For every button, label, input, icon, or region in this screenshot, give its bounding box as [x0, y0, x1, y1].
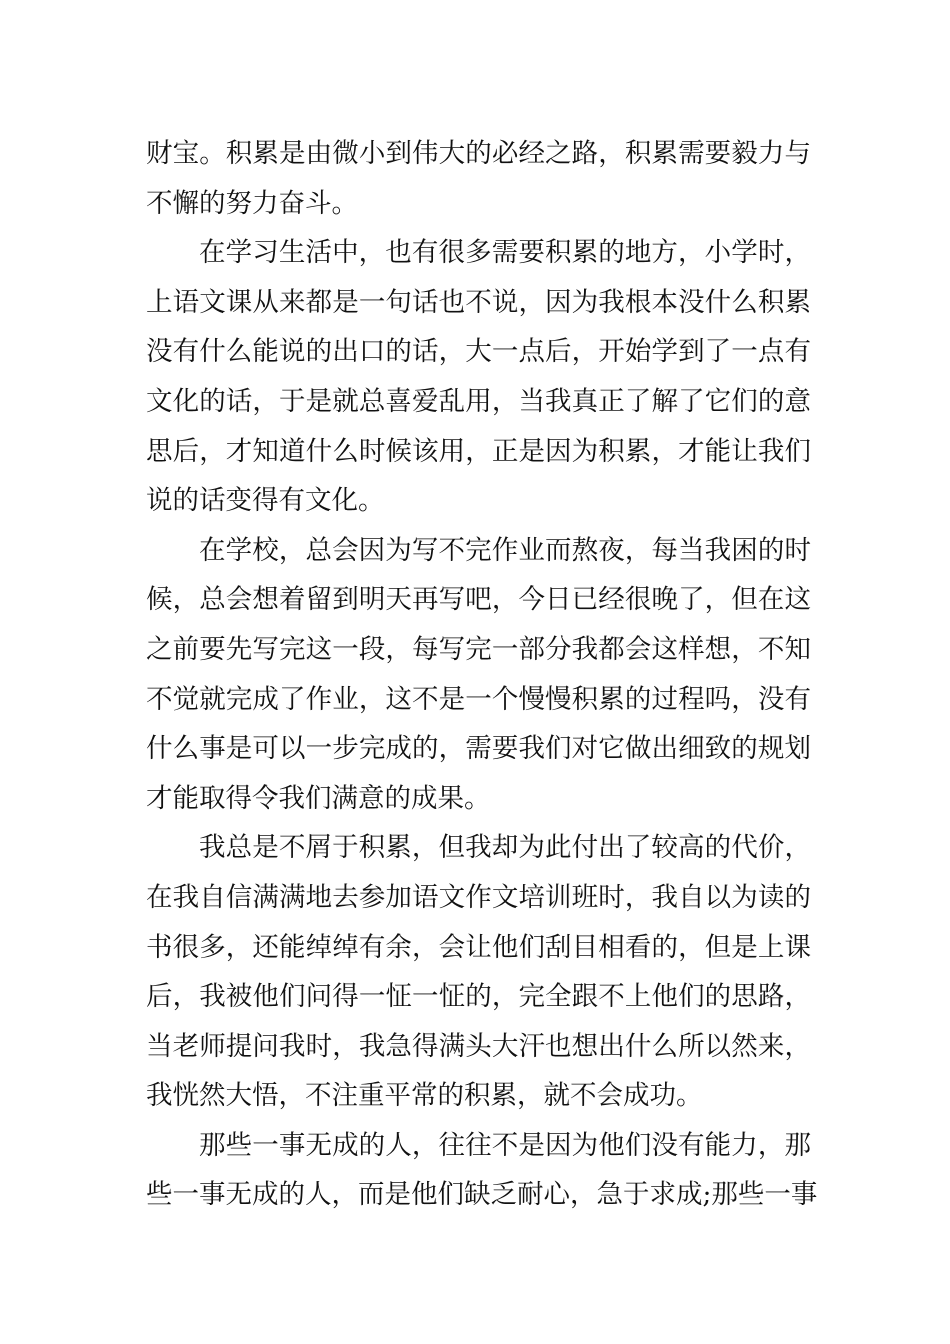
paragraph-line: 什么事是可以一步完成的，需要我们对它做出细致的规划: [146, 733, 811, 765]
paragraph-line: 不懈的努力奋斗。: [146, 187, 358, 219]
essay-body: [146, 129, 818, 1220]
paragraph-line: 没有什么能说的出口的话，大一点后，开始学到了一点有: [146, 336, 811, 368]
paragraph-line: 我总是不屑于积累，但我却为此付出了较高的代价，: [199, 832, 811, 864]
paragraph-line: 候，总会想着留到明天再写吧，今日已经很晚了，但在这: [146, 584, 811, 616]
paragraph-line: 文化的话，于是就总喜爱乱用，当我真正了解了它们的意: [146, 385, 811, 417]
paragraph-4: [146, 823, 811, 1121]
paragraph-line: 后，我被他们问得一怔一怔的，完全跟不上他们的思路，: [146, 981, 811, 1013]
paragraph-line: 说的话变得有文化。: [146, 485, 385, 517]
paragraph-line: 在学校，总会因为写不完作业而熬夜，每当我困的时: [199, 534, 811, 566]
paragraph-line: 在我自信满满地去参加语文作文培训班时，我自以为读的: [146, 881, 811, 913]
paragraph-line: 上语文课从来都是一句话也不说，因为我根本没什么积累: [146, 286, 811, 318]
paragraph-line: 之前要先写完这一段，每写完一部分我都会这样想，不知: [146, 633, 811, 665]
paragraph-line: 我恍然大悟，不注重平常的积累，就不会成功。: [146, 1080, 703, 1112]
paragraph-2: [146, 228, 811, 526]
paragraph-5: [146, 1121, 818, 1220]
paragraph-line: 当老师提问我时，我急得满头大汗也想出什么所以然来，: [146, 1030, 811, 1062]
paragraph-line: 思后，才知道什么时候该用，正是因为积累，才能让我们: [146, 435, 811, 467]
paragraph-line: 书很多，还能绰绰有余，会让他们刮目相看的，但是上课: [146, 931, 811, 963]
paragraph-3: [146, 526, 811, 824]
paragraph-1: [146, 129, 811, 228]
paragraph-line: 财宝。积累是由微小到伟大的必经之路，积累需要毅力与: [146, 138, 811, 169]
paragraph-line: 才能取得令我们满意的成果。: [146, 782, 491, 814]
paragraph-line: 不觉就完成了作业，这不是一个慢慢积累的过程吗，没有: [146, 683, 811, 715]
paragraph-line: 在学习生活中，也有很多需要积累的地方，小学时，: [199, 237, 811, 269]
paragraph-line: 些一事无成的人，而是他们缺乏耐心，急于求成;那些一事: [146, 1179, 818, 1211]
paragraph-line: 那些一事无成的人，往往不是因为他们没有能力，那: [199, 1129, 811, 1161]
